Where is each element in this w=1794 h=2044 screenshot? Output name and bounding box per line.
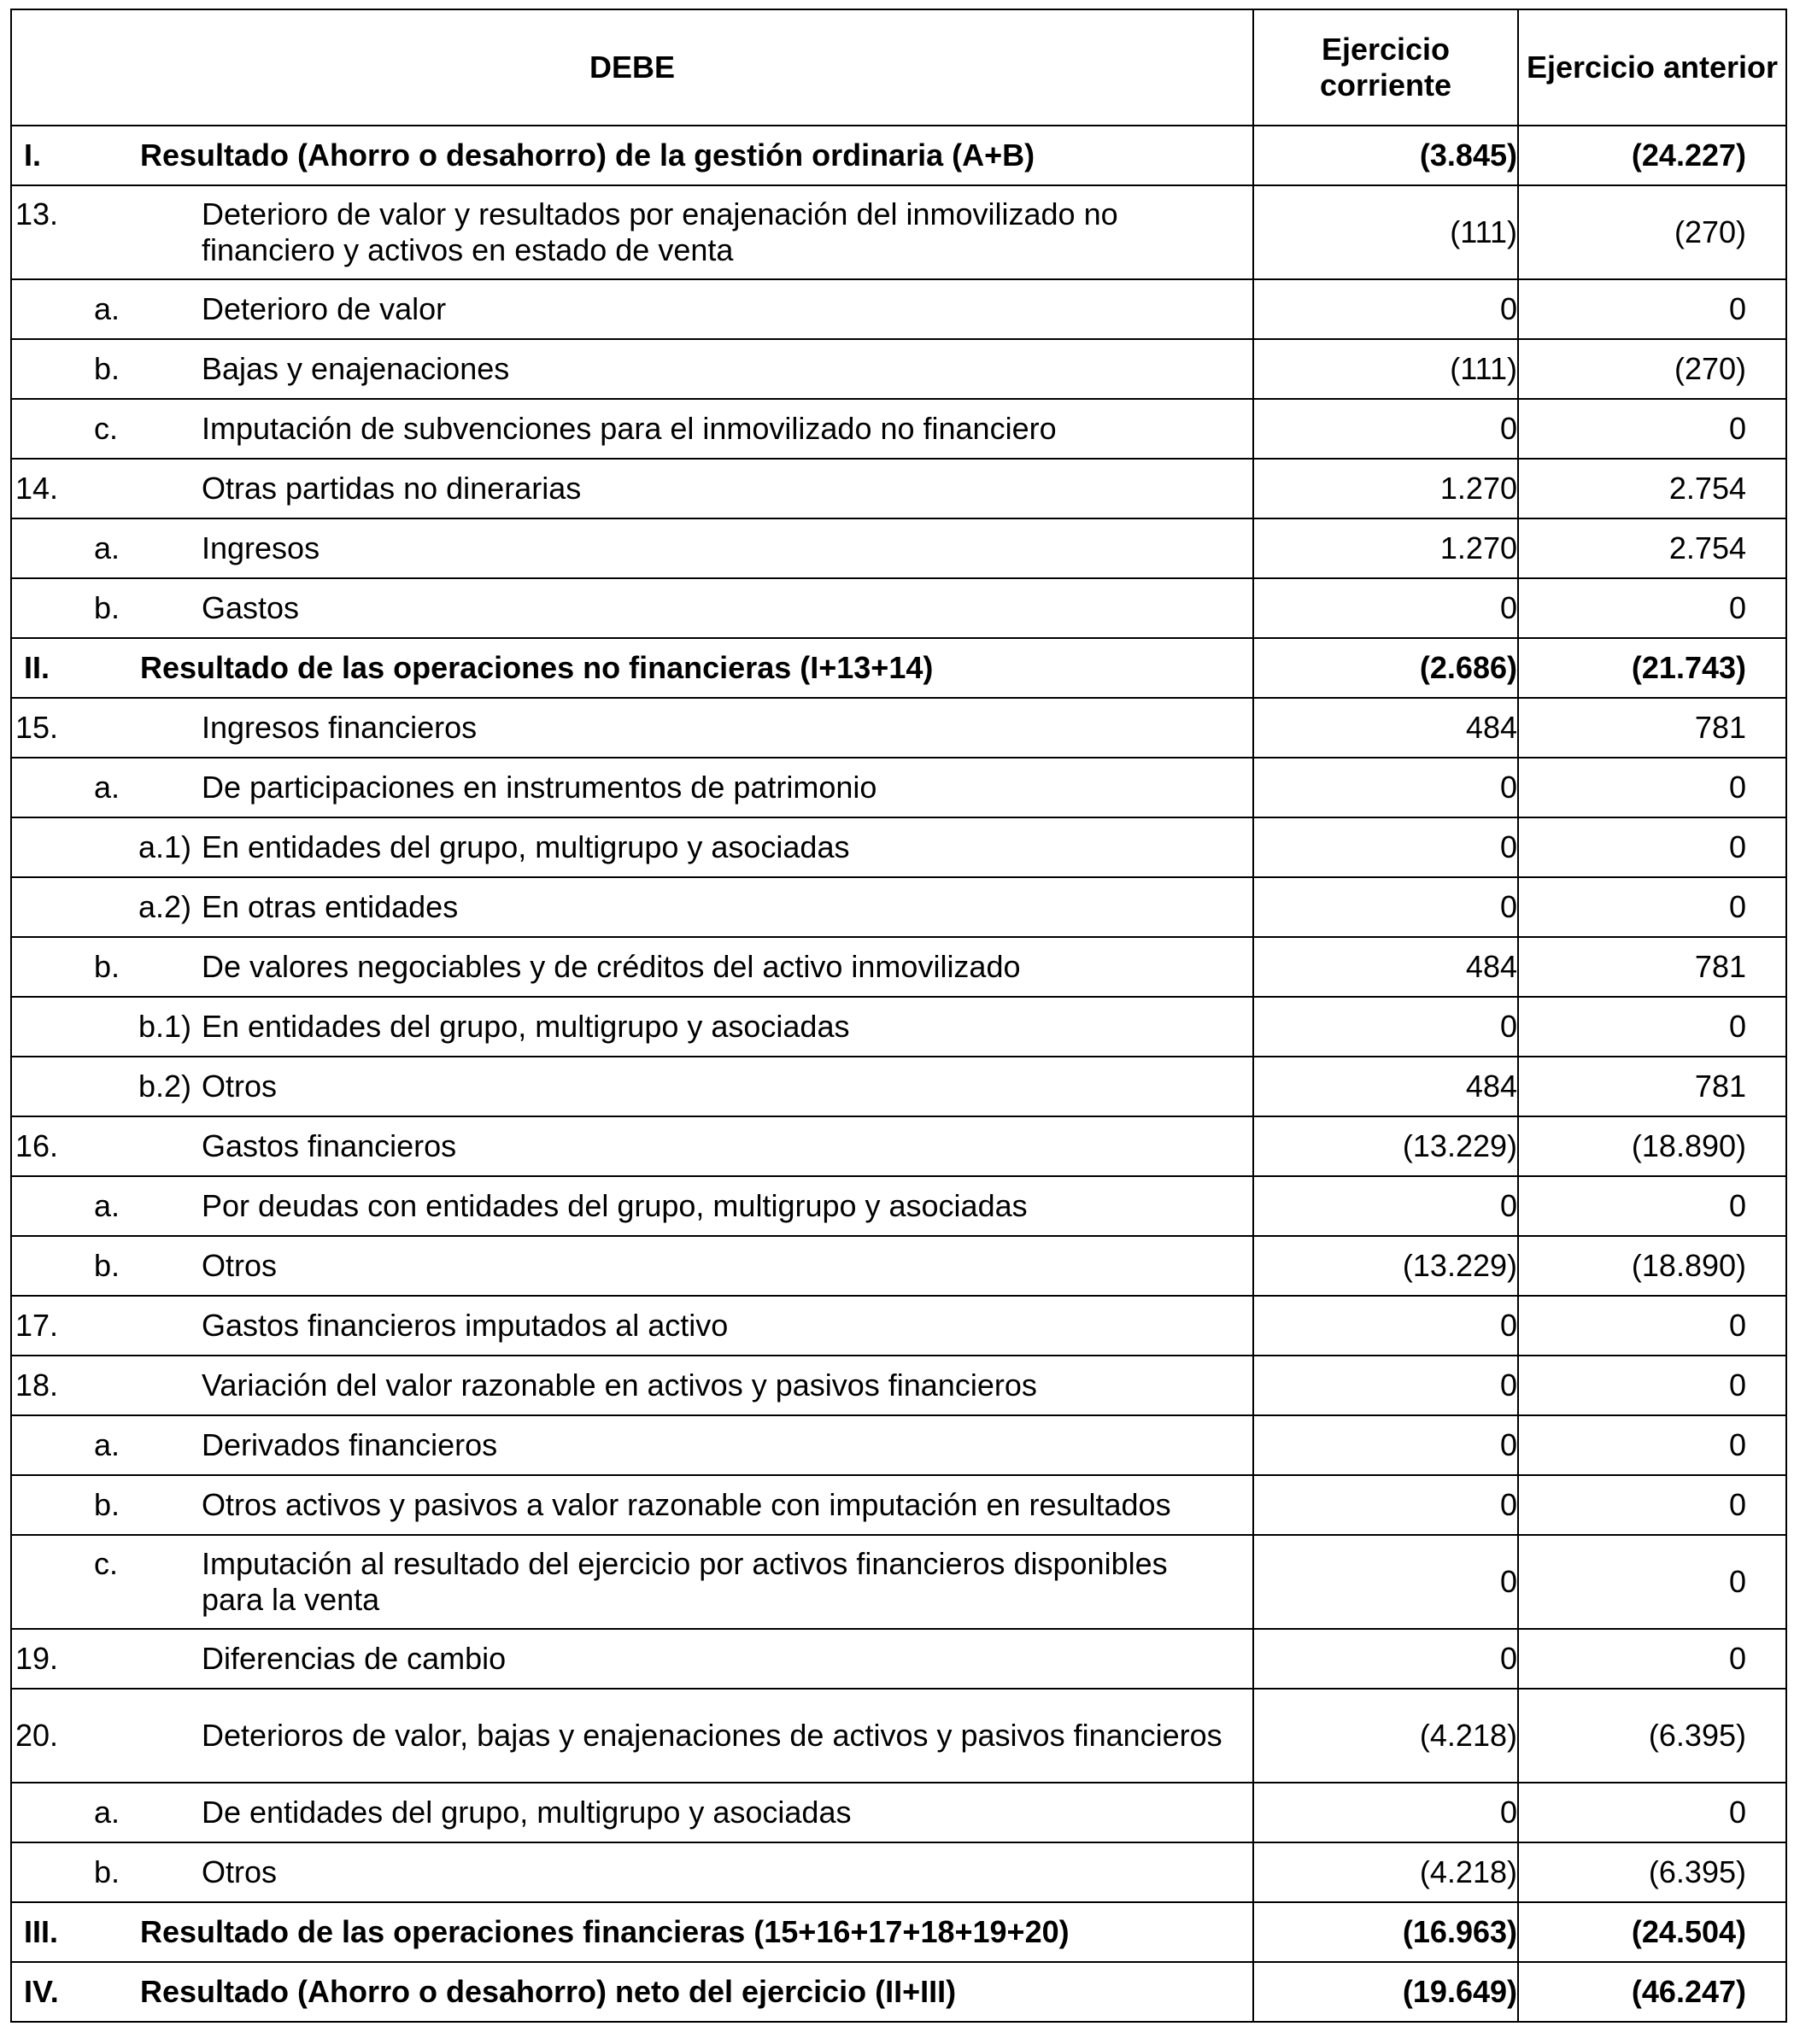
row-label-cell (11, 1629, 1253, 1689)
table-row (11, 638, 1786, 698)
row-label-cell (11, 399, 1253, 459)
row-value-anterior: 0 (1518, 1296, 1786, 1356)
table-row (11, 126, 1786, 185)
row-value-corriente: 0 (1253, 399, 1518, 459)
row-label: Deterioro de valor (202, 291, 447, 326)
row-label-cell (11, 937, 1253, 997)
row-value-anterior: 0 (1518, 1783, 1786, 1842)
row-label: En entidades del grupo, multigrupo y asociadas (202, 1009, 850, 1044)
row-value-corriente: 0 (1253, 1296, 1518, 1356)
row-label-cell (11, 1057, 1253, 1116)
row-label: Diferencias de cambio (202, 1641, 507, 1676)
row-label: De participaciones en instrumentos de patrimonio (202, 770, 877, 805)
row-code: b. (94, 351, 120, 386)
row-code: b. (94, 949, 120, 984)
row-label: Imputación al resultado del ejercicio por activos financieros disponibles para la venta (202, 1546, 1168, 1617)
row-value-corriente: (13.229) (1253, 1236, 1518, 1296)
row-value-corriente: (111) (1253, 185, 1518, 279)
row-code: 16. (15, 1128, 59, 1163)
row-label-cell (11, 1415, 1253, 1475)
row-code: b. (94, 1487, 120, 1522)
row-code: a. (94, 291, 120, 326)
row-code: 19. (15, 1641, 59, 1676)
table-row (11, 1902, 1786, 1962)
row-code: a. (94, 530, 120, 565)
table-row (11, 698, 1786, 758)
row-code: a. (94, 1188, 120, 1223)
table-row (11, 518, 1786, 578)
row-label: Ingresos (202, 530, 320, 565)
table-row (11, 185, 1786, 279)
row-label-cell (11, 997, 1253, 1057)
table-row (11, 877, 1786, 937)
row-label-cell (11, 1902, 1253, 1962)
row-label: Resultado de las operaciones financieras (15+16+17+18+19+20) (140, 1914, 1070, 1949)
header-ejercicio-corriente: Ejercicio corriente (1253, 9, 1518, 126)
header-debe: DEBE (11, 9, 1253, 126)
row-value-anterior: (18.890) (1518, 1116, 1786, 1176)
table-row (11, 279, 1786, 339)
row-value-corriente: 0 (1253, 1475, 1518, 1535)
row-label-cell (11, 1783, 1253, 1842)
row-value-anterior: (18.890) (1518, 1236, 1786, 1296)
row-value-corriente: 484 (1253, 937, 1518, 997)
row-value-anterior: 0 (1518, 1629, 1786, 1689)
row-label: Derivados financieros (202, 1427, 498, 1462)
row-value-anterior: 0 (1518, 997, 1786, 1057)
row-code: IV. (24, 1974, 59, 2009)
table-row (11, 1176, 1786, 1236)
row-label-cell (11, 1475, 1253, 1535)
row-value-corriente: (4.218) (1253, 1689, 1518, 1783)
row-code: II. (24, 650, 50, 685)
row-value-corriente: (16.963) (1253, 1902, 1518, 1962)
row-label: En entidades del grupo, multigrupo y asociadas (202, 829, 850, 864)
row-label: Resultado (Ahorro o desahorro) de la gestión ordinaria (A+B) (140, 138, 1035, 173)
row-value-corriente: 0 (1253, 1176, 1518, 1236)
row-label: De valores negociables y de créditos del activo inmovilizado (202, 949, 1021, 984)
row-value-corriente: 1.270 (1253, 459, 1518, 518)
row-label: Otros (202, 1069, 278, 1104)
table-row (11, 1057, 1786, 1116)
row-label-cell (11, 126, 1253, 185)
row-code: 13. (15, 196, 59, 231)
row-value-anterior: 0 (1518, 578, 1786, 638)
table-row (11, 1415, 1786, 1475)
row-label: Otros activos y pasivos a valor razonable con imputación en resultados (202, 1487, 1171, 1522)
row-value-anterior: (270) (1518, 185, 1786, 279)
row-value-corriente: 0 (1253, 758, 1518, 817)
row-value-corriente: 0 (1253, 1783, 1518, 1842)
table-row (11, 758, 1786, 817)
row-label-cell (11, 578, 1253, 638)
row-label: Gastos (202, 590, 300, 625)
table-row (11, 1962, 1786, 2022)
row-label-cell (11, 185, 1253, 279)
row-label-cell (11, 1356, 1253, 1415)
row-label-cell (11, 1535, 1253, 1629)
row-value-anterior: (6.395) (1518, 1689, 1786, 1783)
row-label: Por deudas con entidades del grupo, multigrupo y asociadas (202, 1188, 1028, 1223)
row-value-anterior: 0 (1518, 758, 1786, 817)
row-label-cell (11, 1116, 1253, 1176)
table-row (11, 1783, 1786, 1842)
table-row (11, 459, 1786, 518)
row-code: b. (94, 590, 120, 625)
table-row (11, 399, 1786, 459)
row-label-cell (11, 1962, 1253, 2022)
row-value-anterior: (24.227) (1518, 126, 1786, 185)
row-label: Resultado (Ahorro o desahorro) neto del ejercicio (II+III) (140, 1974, 957, 2009)
table-row (11, 937, 1786, 997)
row-code: III. (24, 1914, 59, 1949)
row-code: b. (94, 1248, 120, 1283)
row-value-anterior: 2.754 (1518, 518, 1786, 578)
row-label-cell (11, 698, 1253, 758)
row-code: 14. (15, 471, 59, 506)
row-label-cell (11, 518, 1253, 578)
row-value-anterior: 0 (1518, 877, 1786, 937)
row-value-corriente: (13.229) (1253, 1116, 1518, 1176)
row-value-corriente: 0 (1253, 817, 1518, 877)
row-value-corriente: 0 (1253, 1356, 1518, 1415)
debe-table (10, 9, 1787, 2023)
row-code: a.2) (138, 889, 192, 924)
row-label-cell (11, 877, 1253, 937)
row-label-cell (11, 817, 1253, 877)
table-row (11, 1842, 1786, 1902)
row-label: Otros (202, 1854, 278, 1889)
row-value-corriente: 0 (1253, 1535, 1518, 1629)
row-value-corriente: 0 (1253, 578, 1518, 638)
row-value-corriente: (3.845) (1253, 126, 1518, 185)
row-label-cell (11, 1296, 1253, 1356)
row-code: c. (94, 411, 119, 446)
table-row (11, 1236, 1786, 1296)
table-row (11, 578, 1786, 638)
row-value-anterior: 781 (1518, 937, 1786, 997)
row-label: Gastos financieros imputados al activo (202, 1308, 729, 1343)
row-label: Otras partidas no dinerarias (202, 471, 582, 506)
row-label: Otros (202, 1248, 278, 1283)
row-label: Imputación de subvenciones para el inmovilizado no financiero (202, 411, 1057, 446)
row-value-corriente: (111) (1253, 339, 1518, 399)
table-row (11, 1689, 1786, 1783)
row-value-anterior: 0 (1518, 399, 1786, 459)
row-label: Gastos financieros (202, 1128, 457, 1163)
row-code: c. (94, 1546, 119, 1581)
row-code: a. (94, 1427, 120, 1462)
row-value-anterior: (270) (1518, 339, 1786, 399)
row-value-anterior: (21.743) (1518, 638, 1786, 698)
row-label: En otras entidades (202, 889, 459, 924)
row-label: Resultado de las operaciones no financieras (I+13+14) (140, 650, 934, 685)
row-value-corriente: 484 (1253, 698, 1518, 758)
row-value-anterior: (24.504) (1518, 1902, 1786, 1962)
row-value-corriente: 0 (1253, 1415, 1518, 1475)
row-label-cell (11, 459, 1253, 518)
row-label-cell (11, 758, 1253, 817)
row-code: a. (94, 770, 120, 805)
row-label-cell (11, 1689, 1253, 1783)
row-code: b. (94, 1854, 120, 1889)
row-value-corriente: 484 (1253, 1057, 1518, 1116)
row-code: I. (24, 138, 42, 173)
table-row (11, 1535, 1786, 1629)
row-value-anterior: 781 (1518, 1057, 1786, 1116)
row-value-corriente: (2.686) (1253, 638, 1518, 698)
row-label: De entidades del grupo, multigrupo y asociadas (202, 1795, 852, 1830)
row-value-anterior: 0 (1518, 1475, 1786, 1535)
row-label-cell (11, 339, 1253, 399)
row-value-anterior: 0 (1518, 1356, 1786, 1415)
table-row (11, 1116, 1786, 1176)
table-row (11, 1356, 1786, 1415)
row-value-corriente: 0 (1253, 997, 1518, 1057)
row-label: Bajas y enajenaciones (202, 351, 510, 386)
row-code: 15. (15, 710, 59, 745)
row-label-cell (11, 279, 1253, 339)
row-value-anterior: 0 (1518, 1535, 1786, 1629)
table-row (11, 1629, 1786, 1689)
row-value-corriente: (4.218) (1253, 1842, 1518, 1902)
row-value-corriente: 1.270 (1253, 518, 1518, 578)
row-value-anterior: (6.395) (1518, 1842, 1786, 1902)
row-value-anterior: 0 (1518, 817, 1786, 877)
table-row (11, 1475, 1786, 1535)
row-value-corriente: 0 (1253, 877, 1518, 937)
row-value-corriente: (19.649) (1253, 1962, 1518, 2022)
row-code: 18. (15, 1368, 59, 1403)
header-ejercicio-anterior: Ejercicio anterior (1518, 9, 1786, 126)
row-label-cell (11, 1176, 1253, 1236)
row-code: 20. (15, 1718, 59, 1753)
row-label-cell (11, 1236, 1253, 1296)
table-row (11, 1296, 1786, 1356)
row-value-anterior: 781 (1518, 698, 1786, 758)
row-label-cell (11, 1842, 1253, 1902)
row-value-anterior: 0 (1518, 1176, 1786, 1236)
row-value-anterior: 0 (1518, 279, 1786, 339)
row-code: a.1) (138, 829, 192, 864)
row-label-cell (11, 638, 1253, 698)
row-value-anterior: (46.247) (1518, 1962, 1786, 2022)
row-label: Ingresos financieros (202, 710, 478, 745)
row-value-anterior: 0 (1518, 1415, 1786, 1475)
row-label: Deterioro de valor y resultados por enajenación del inmovilizado no financiero y activos en estado de venta (202, 196, 1118, 267)
table-row (11, 339, 1786, 399)
row-value-corriente: 0 (1253, 1629, 1518, 1689)
row-code: b.1) (138, 1009, 192, 1044)
row-code: 17. (15, 1308, 59, 1343)
row-code: b.2) (138, 1069, 192, 1104)
table-header-row (11, 9, 1786, 126)
row-value-anterior: 2.754 (1518, 459, 1786, 518)
table-row (11, 997, 1786, 1057)
row-label: Deterioros de valor, bajas y enajenaciones de activos y pasivos financieros (202, 1718, 1222, 1753)
row-value-corriente: 0 (1253, 279, 1518, 339)
row-code: a. (94, 1795, 120, 1830)
row-label: Variación del valor razonable en activos y pasivos financieros (202, 1368, 1037, 1403)
table-row (11, 817, 1786, 877)
